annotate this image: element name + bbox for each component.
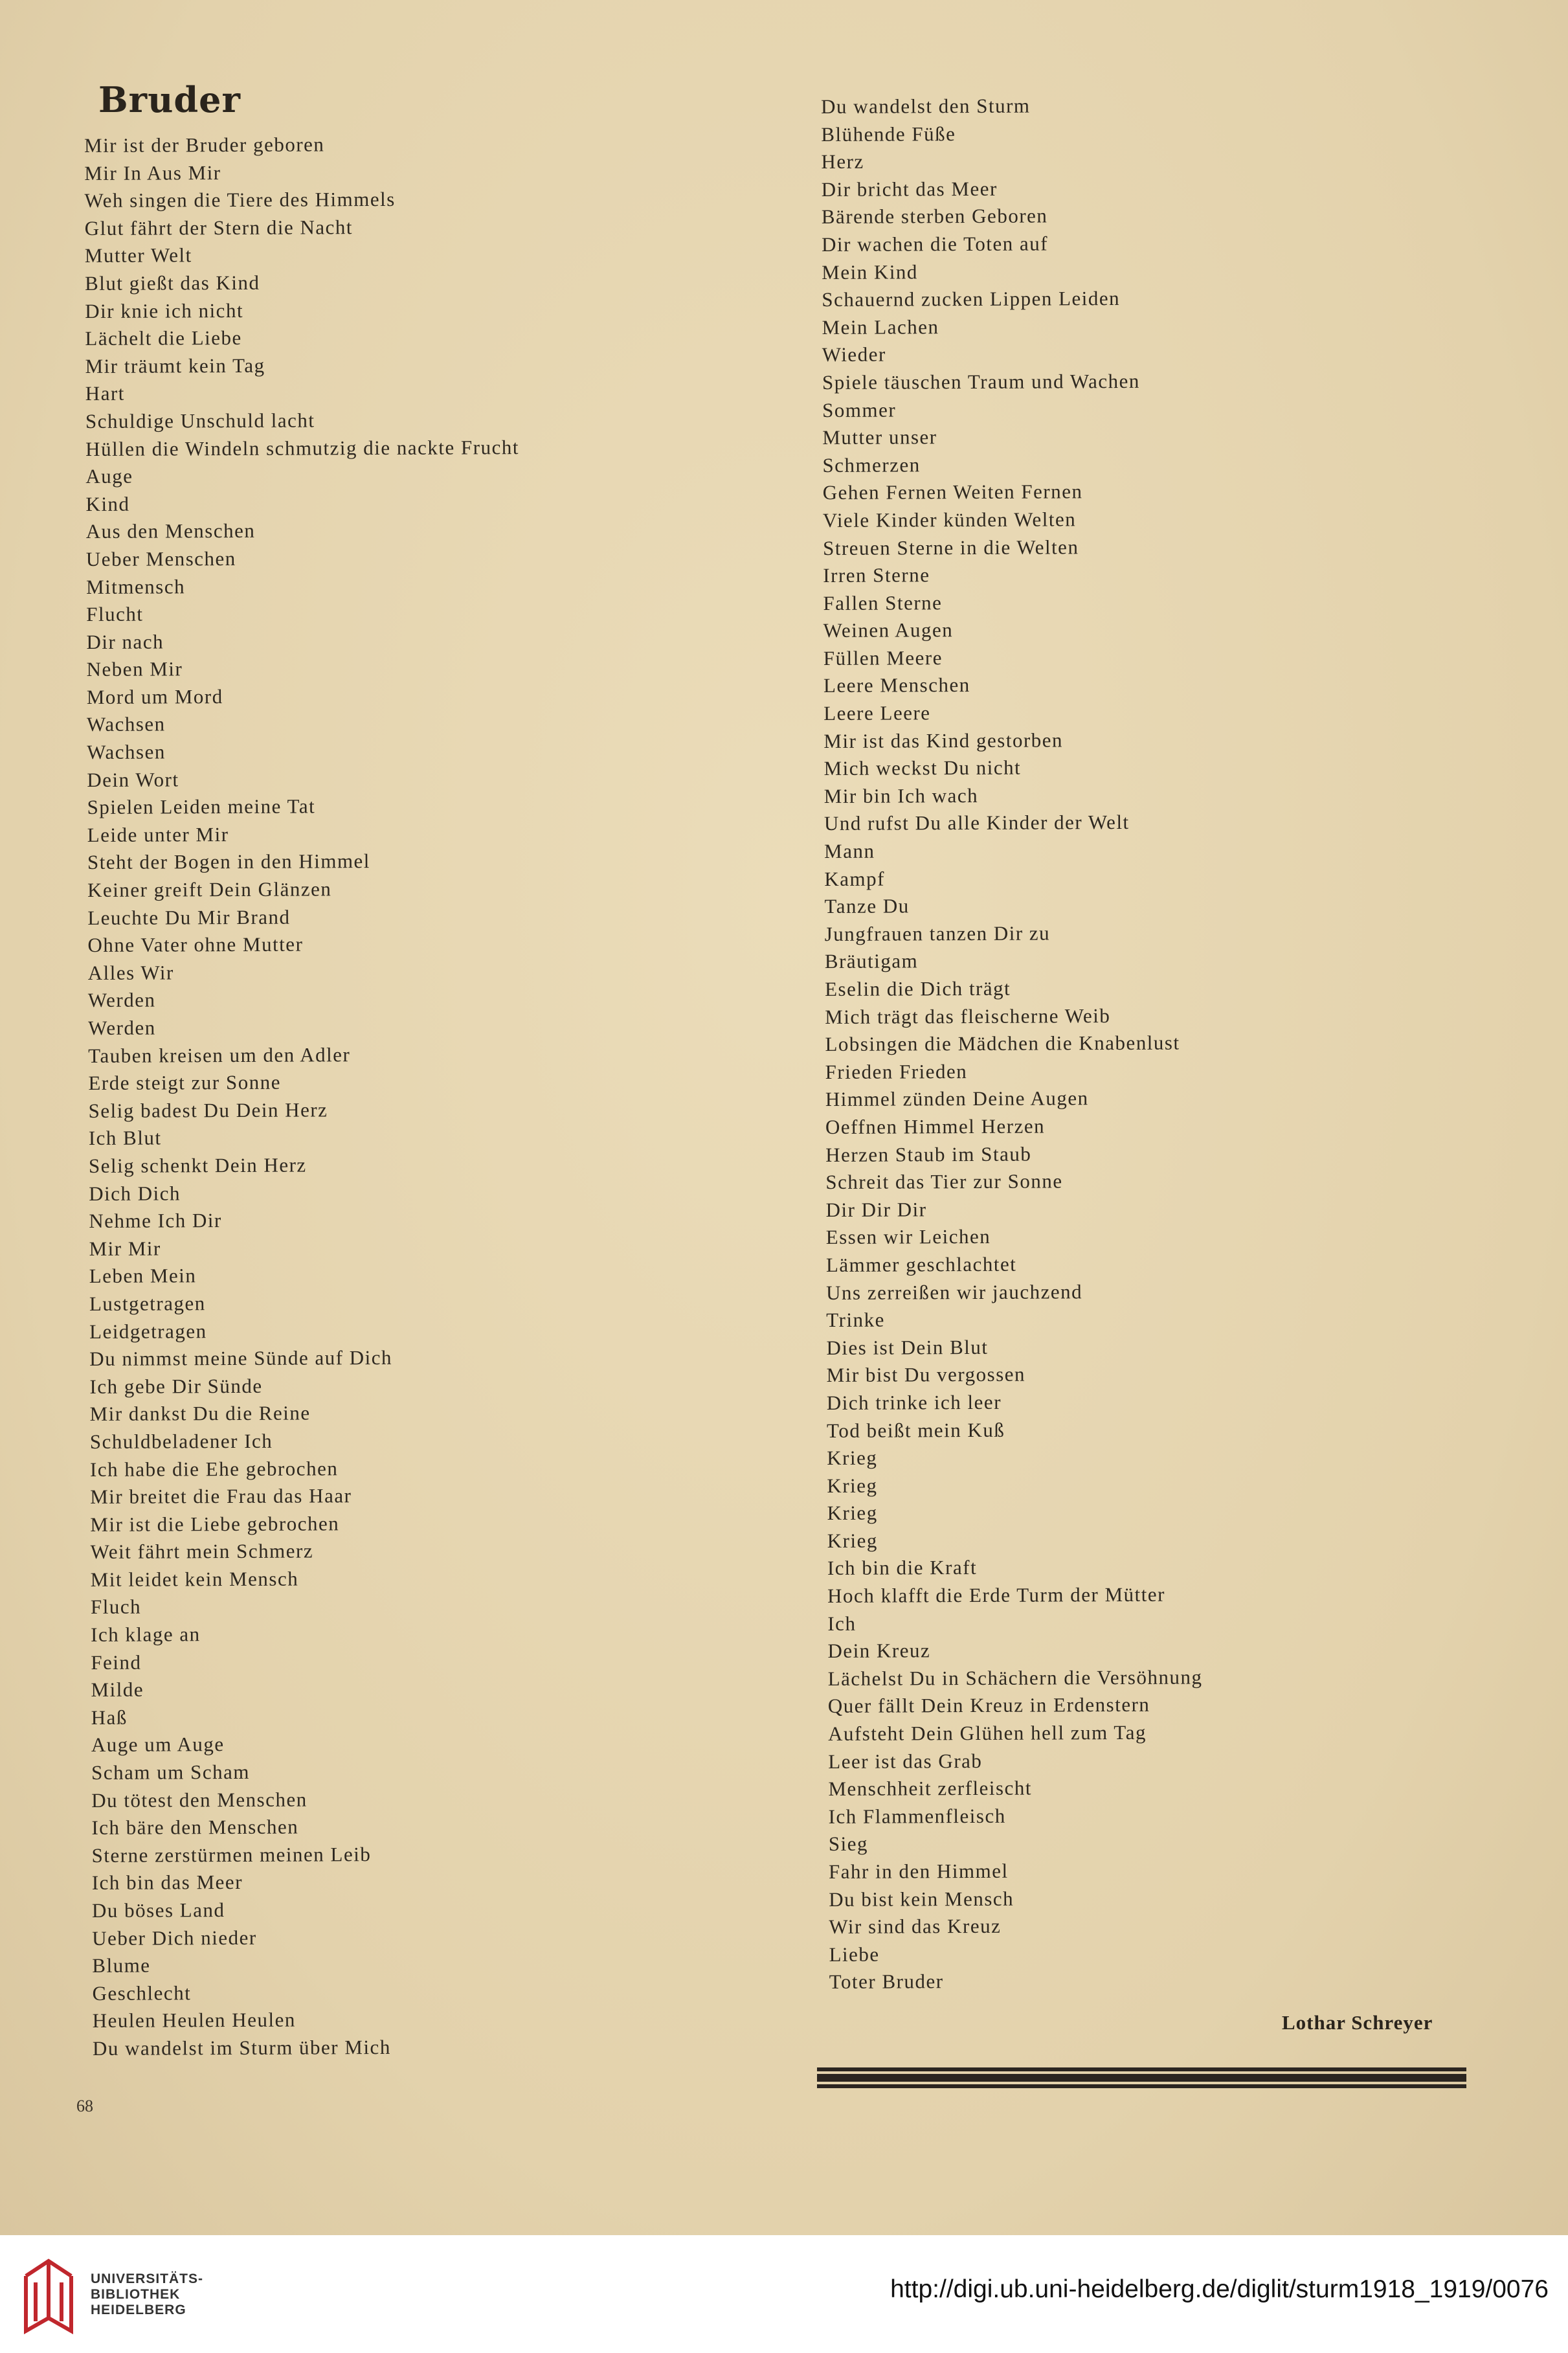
poem-line: Erde steigt zur Sonne [88, 1070, 281, 1095]
poem-line: Viele Kinder künden Welten [822, 508, 1077, 532]
poem-line: Ohne Vater ohne Mutter [87, 932, 304, 957]
poem-line: Krieg [827, 1529, 878, 1552]
poem-line: Du bist kein Mensch [829, 1887, 1014, 1911]
poem-line: Himmel zünden Deine Augen [825, 1086, 1089, 1111]
poem-line: Blume [92, 1953, 151, 1977]
poem-line: Mich trägt das fleischerne Weib [825, 1004, 1111, 1028]
poem-line: Gehen Fernen Weiten Fernen [822, 480, 1083, 504]
poem-line: Leer ist das Grab [828, 1749, 983, 1773]
poem-line: Flucht [86, 602, 144, 626]
poem-line: Krieg [827, 1446, 878, 1470]
poem-line: Mir breitet die Frau das Haar [90, 1484, 352, 1509]
poem-line: Spielen Leiden meine Tat [87, 794, 316, 819]
poem-line: Sommer [822, 398, 897, 422]
poem-line: Du böses Land [91, 1898, 225, 1922]
poem-line: Geschlecht [92, 1981, 192, 2005]
poem-line: Bräutigam [824, 949, 919, 973]
poem-line: Wachsen [86, 712, 166, 736]
poem-line: Kind [85, 492, 130, 515]
poem-line: Leben Mein [89, 1264, 197, 1288]
poem-line: Mann [824, 839, 875, 863]
poem-line: Sterne zerstürmen meinen Leib [91, 1842, 372, 1867]
poem-line: Blühende Füße [821, 122, 956, 146]
source-url-link[interactable]: http://digi.ub.uni-heidelberg.de/diglit/sturm1918_1919/0076 [890, 2275, 1549, 2303]
library-footer [0, 2235, 1568, 2353]
poem-line: Ich bin die Kraft [827, 1556, 978, 1580]
poem-line: Dein Kreuz [827, 1639, 931, 1663]
poem-line: Tanze Du [824, 894, 910, 918]
library-name-line: BIBLIOTHEK [91, 2287, 181, 2302]
poem-line: Ich klage an [91, 1623, 201, 1647]
poem-line: Mit leidet kein Mensch [90, 1567, 299, 1591]
poem-line: Mir dankst Du die Reine [89, 1401, 311, 1426]
poem-line: Essen wir Leichen [825, 1225, 991, 1249]
poem-line: Lobsingen die Mädchen die Knabenlust [825, 1031, 1180, 1056]
poem-line: Heulen Heulen Heulen [92, 2008, 296, 2032]
poem-line: Lämmer geschlachtet [825, 1252, 1017, 1276]
poem-line: Du tötest den Menschen [91, 1788, 308, 1812]
poem-line: Tod beißt mein Kuß [826, 1418, 1005, 1442]
poem-line: Trinke [826, 1308, 885, 1332]
poem-line: Mich weckst Du nicht [823, 756, 1022, 780]
poem-line: Nehme Ich Dir [89, 1209, 222, 1233]
poem-line: Auge [85, 464, 133, 488]
poem-line: Blut gießt das Kind [84, 271, 260, 295]
poem-line: Quer fällt Dein Kreuz in Erdenstern [827, 1693, 1150, 1718]
poem-line: Leidgetragen [89, 1319, 207, 1343]
poem-line: Uns zerreißen wir jauchzend [826, 1279, 1083, 1304]
poem-line: Mein Lachen [822, 315, 939, 339]
poem-line: Mord um Mord [86, 684, 223, 708]
poem-line: Lächelst Du in Schächern die Versöhnung [827, 1665, 1203, 1690]
poem-line: Streuen Sterne in die Welten [822, 535, 1079, 559]
poem-line: Ich [827, 1612, 857, 1635]
library-name [91, 2271, 203, 2318]
poem-line: Leide unter Mir [87, 822, 229, 846]
poem-line: Toter Bruder [829, 1970, 944, 1994]
poem-line: Krieg [827, 1474, 878, 1497]
poem-line: Herzen Staub im Staub [825, 1142, 1032, 1166]
poem-line: Leere Menschen [823, 673, 970, 697]
poem-line: Werden [87, 988, 156, 1012]
poem-column-right [821, 91, 1204, 1996]
poem-line: Jungfrauen tanzen Dir zu [824, 921, 1051, 945]
poem-line: Frieden Frieden [825, 1059, 968, 1083]
poem-line: Mir ist die Liebe gebrochen [90, 1511, 340, 1536]
poem-line: Fluch [90, 1595, 142, 1619]
poem-line: Lächelt die Liebe [85, 326, 242, 350]
poem-line: Hoch klafft die Erde Turm der Mütter [827, 1582, 1165, 1608]
poem-line: Oeffnen Himmel Herzen [825, 1114, 1046, 1138]
poem-line: Ich gebe Dir Sünde [89, 1374, 263, 1398]
poem-line: Dies ist Dein Blut [826, 1335, 989, 1359]
poem-line: Weh singen die Tiere des Himmels [84, 188, 396, 212]
poem-line: Menschheit zerfleischt [828, 1776, 1032, 1801]
poem-line: Tauben kreisen um den Adler [88, 1042, 351, 1067]
poem-line: Dich trinke ich leer [826, 1390, 1002, 1414]
poem-line: Haß [91, 1706, 128, 1729]
poem-line: Sieg [828, 1832, 868, 1856]
poem-line: Füllen Meere [823, 646, 943, 670]
poem-line: Werden [87, 1016, 156, 1039]
poem-line: Dir nach [86, 630, 164, 653]
poem-column-left [84, 130, 526, 2062]
poem-line: Liebe [829, 1942, 880, 1966]
poem-line: Mir ist der Bruder geboren [84, 133, 325, 157]
poem-line: Ich Blut [88, 1126, 162, 1150]
poem-line: Schauernd zucken Lippen Leiden [822, 287, 1121, 311]
poem-line: Irren Sterne [823, 563, 930, 587]
poem-line: Glut fährt der Stern die Nacht [84, 215, 353, 240]
poem-line: Steht der Bogen in den Himmel [87, 850, 370, 874]
poem-line: Herz [821, 150, 864, 174]
poem-line: Schmerzen [822, 453, 921, 477]
poem-line: Keiner greift Dein Glänzen [87, 877, 332, 902]
poem-line: Alles Wir [87, 961, 174, 984]
page-number: 68 [76, 2097, 93, 2115]
poem-line: Leuchte Du Mir Brand [87, 905, 291, 929]
poem-line: Dir knie ich nicht [85, 298, 244, 322]
poem-line: Spiele täuschen Traum und Wachen [822, 369, 1140, 394]
poem-line: Selig badest Du Dein Herz [88, 1098, 328, 1122]
poem-line: Mir bist Du vergossen [826, 1362, 1026, 1387]
poem-line: Schuldige Unschuld lacht [85, 409, 315, 433]
poem-line: Selig schenkt Dein Herz [88, 1153, 307, 1177]
poem-line: Weinen Augen [823, 618, 954, 642]
poem-line: Dir wachen die Toten auf [821, 232, 1049, 256]
poem-line: Wieder [822, 343, 886, 366]
poem-line: Dein Wort [87, 768, 179, 791]
poem-line: Ich bäre den Menschen [91, 1815, 299, 1840]
poem-line: Neben Mir [86, 657, 183, 681]
poem-line: Aufsteht Dein Glühen hell zum Tag [827, 1720, 1147, 1746]
poem-line: Ich habe die Ehe gebrochen [89, 1456, 339, 1481]
poem-line: Schuldbeladener Ich [89, 1429, 273, 1453]
poem-line: Mutter unser [822, 425, 937, 449]
poem-line: Mein Kind [822, 260, 918, 284]
poem-line: Mir ist das Kind gestorben [823, 728, 1064, 752]
author-name: Lothar Schreyer [1282, 2011, 1433, 2034]
poem-line: Mir träumt kein Tag [85, 354, 265, 377]
poem-line: Mir bin Ich wach [823, 783, 979, 807]
poem-line: Ich Flammenfleisch [828, 1804, 1006, 1828]
poem-line: Dich Dich [89, 1181, 181, 1205]
poem-line: Wir sind das Kreuz [829, 1915, 1002, 1939]
library-name-line: UNIVERSITÄTS- [91, 2271, 204, 2286]
poem-line: Auge um Auge [91, 1733, 225, 1757]
poem-line: Scham um Scham [91, 1760, 250, 1784]
poem-line: Hart [85, 382, 125, 405]
poem-line: Dir Dir Dir [825, 1198, 927, 1221]
poem-line: Milde [91, 1678, 144, 1702]
poem-line: Ueber Dich nieder [92, 1926, 257, 1950]
poem-line: Du wandelst den Sturm [821, 94, 1031, 118]
poem-line: Mir Mir [89, 1237, 161, 1260]
poem-line: Ich bin das Meer [91, 1871, 243, 1895]
poem-line: Bärende sterben Geboren [821, 204, 1048, 229]
poem-line: Aus den Menschen [85, 519, 256, 543]
poem-line: Leere Leere [823, 701, 931, 725]
poem-line: Wachsen [87, 740, 166, 764]
poem-line: Fahr in den Himmel [828, 1859, 1009, 1883]
poem-line: Mir In Aus Mir [84, 161, 221, 185]
poem-line: Krieg [827, 1501, 878, 1525]
poem-line: Fallen Sterne [823, 591, 943, 614]
closing-rule [817, 2067, 1466, 2088]
poem-line: Schreit das Tier zur Sonne [825, 1169, 1063, 1194]
poem-line: Weit fährt mein Schmerz [90, 1539, 314, 1564]
poem-line: Hüllen die Windeln schmutzig die nackte Frucht [85, 435, 520, 460]
poem-line: Dir bricht das Meer [821, 177, 998, 201]
poem-title: Bruder [98, 79, 241, 120]
poem-line: Eselin die Dich trägt [824, 976, 1011, 1000]
poem-line: Ueber Menschen [85, 546, 236, 570]
poem-line: Lustgetragen [89, 1292, 206, 1315]
poem-line: Du nimmst meine Sünde auf Dich [89, 1346, 393, 1371]
poem-line: Kampf [824, 867, 885, 890]
poem-line: Mitmensch [85, 574, 186, 598]
poem-line: Du wandelst im Sturm über Mich [92, 2035, 391, 2060]
library-logo-icon [19, 2253, 78, 2337]
poem-line: Feind [91, 1650, 142, 1674]
poem-line: Mutter Welt [84, 243, 192, 267]
library-name-line: HEIDELBERG [91, 2302, 186, 2317]
poem-line: Und rufst Du alle Kinder der Welt [823, 811, 1130, 835]
